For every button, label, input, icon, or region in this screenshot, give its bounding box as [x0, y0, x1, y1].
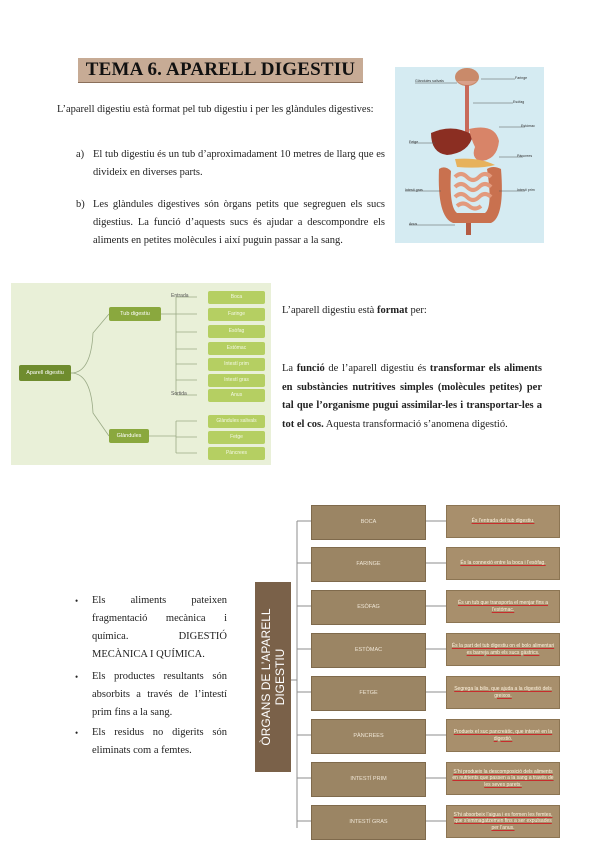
anatomy-label: Intestí prim: [517, 188, 535, 192]
organ-description: [446, 547, 560, 580]
liver-shape: [431, 128, 473, 155]
anatomy-label: Esòfag: [513, 100, 525, 104]
format-text-bold: format: [376, 305, 408, 316]
list-item-text: El tub digestiu és un tub d’aproximadament 10 metres de llarg que es divideix en diverses parts.: [93, 149, 385, 178]
function-paragraph: [282, 360, 542, 434]
bullet-item: [75, 668, 227, 722]
mindmap-leaf: Pàncrees: [208, 447, 265, 460]
intro-text: L’aparell digestiu està format pel tub digestiu i per les glàndules digestives:: [57, 104, 374, 115]
rectum-shape: [466, 223, 471, 235]
bullet-item: [75, 724, 227, 760]
organ-description: [446, 590, 560, 623]
list-item: [76, 196, 385, 250]
organ-description: [446, 762, 560, 795]
bullet-text: Els residus no digerits són eliminats com a femtes.: [92, 727, 227, 756]
format-text-pre: L’aparell digestiu està: [282, 305, 377, 316]
mindmap-root: Aparell digestiu: [19, 365, 71, 381]
organ-box: FARINGE: [311, 547, 426, 582]
bullet-dot: •: [75, 596, 79, 606]
mindmap-diagram: [11, 283, 271, 465]
mindmap-leaf: Boca: [208, 291, 265, 304]
anatomy-label: Intestí gras: [405, 188, 423, 192]
organ-description-text: És la part del tub digestiu on el bolo alimentari es barreja amb els sucs gàstrics.: [451, 643, 555, 656]
organs-title-box: [255, 582, 291, 772]
anatomy-label: Faringe: [515, 76, 528, 80]
mindmap-label-entrada: Entrada: [171, 293, 189, 299]
organ-box: ESÒFAG: [311, 590, 426, 625]
mindmap-leaf: Anus: [208, 389, 265, 402]
bullet-dot: •: [75, 728, 79, 738]
list-item-text: Les glàndules digestives són òrgans petits que segreguen els sucs digestius. La funció d’aquests sucs és ajudar a descompondre els aliments en petites molècules i així puguin passar a la sang.: [93, 199, 385, 246]
bullet-dot: •: [75, 672, 79, 682]
mindmap-leaf: Faringe: [208, 308, 265, 321]
large-intestine-shape: [439, 167, 502, 223]
organ-description-text: S’hi produeix la descomposició dels aliments en nutrients que passen a la sang a través de les seves parets.: [452, 768, 554, 788]
bullet-item: [75, 592, 227, 664]
function-text-3: Aquesta transformació s’anomena digestió.: [323, 418, 508, 430]
esophagus-shape: [465, 85, 469, 133]
function-bold-2: transformar els aliments en substàncies nutritives simples (molècules petites) per tal que l’organisme pugui assimilar-les i transportar-les a tot el cos.: [282, 363, 542, 430]
bullet-text: Els aliments pateixen fragmentació mecànica i química. DIGESTIÓ MECÀNICA I QUÍMICA.: [92, 595, 227, 660]
organs-title: ÒRGANS DE L’APARELL DIGESTIU: [259, 608, 287, 746]
organ-box: PÀNCREES: [311, 719, 426, 754]
function-text-1: La: [282, 363, 297, 374]
mindmap-label-sortida: Sortida: [171, 391, 187, 397]
organ-description: [446, 676, 560, 709]
format-text: [282, 305, 427, 316]
organ-box: FETGE: [311, 676, 426, 711]
organ-description-text: És l’entrada del tub digestiu.: [471, 518, 535, 525]
mindmap-leaf: Intestí gras: [208, 374, 265, 387]
list-marker: a): [76, 149, 85, 160]
mindmap-node-glands: Glàndules: [109, 429, 149, 443]
organ-box: BOCA: [311, 505, 426, 540]
mouth-shape: [457, 81, 477, 85]
mindmap-leaf: Fetge: [208, 431, 265, 444]
organ-description: [446, 805, 560, 838]
digestive-system-illustration: [395, 67, 544, 243]
anatomy-label: Glàndules salivals: [415, 79, 444, 83]
anatomy-label: Estómac: [521, 124, 535, 128]
anatomy-label: Fetge: [409, 140, 419, 144]
organ-description-text: S’hi absorbeix l’aigua i es formen les femtes, que s’emmagatzemen fins a ser expulsades per l’anus.: [453, 811, 553, 831]
page-title: TEMA 6. APARELL DIGESTIU: [78, 58, 363, 83]
mindmap-leaf: Esòfag: [208, 325, 265, 338]
organ-box: INTESTÍ PRIM: [311, 762, 426, 797]
bullet-text: Els productes resultants són absorbits a través de l’intestí prim fins a la sang.: [92, 671, 227, 718]
list-item: [76, 146, 385, 182]
pancreas-shape: [455, 159, 495, 168]
function-bold-1: funció: [296, 363, 325, 374]
organ-box: ESTÒMAC: [311, 633, 426, 668]
organ-description: [446, 633, 560, 666]
organ-description-text: Segrega la bilis, que ajuda a la digestió dels greixos.: [454, 686, 552, 699]
stomach-shape: [469, 128, 499, 162]
mindmap-leaf: Intestí prim: [208, 358, 265, 371]
organ-description-text: És la connexió entre la boca i l’esòfag.: [460, 560, 546, 567]
function-text-2: de l’aparell digestiu és: [324, 363, 430, 374]
organ-description-text: És un tub que transporta el menjar fins a l’estómac.: [457, 600, 549, 613]
format-text-post: per:: [407, 305, 427, 316]
mindmap-leaf: Glàndules salivals: [208, 415, 265, 428]
mindmap-node-tube: Tub digestiu: [109, 307, 161, 321]
organ-description: [446, 719, 560, 752]
list-marker: b): [76, 199, 85, 210]
mindmap-leaf: Estómac: [208, 342, 265, 355]
anatomy-label: Pàncrees: [517, 154, 533, 158]
organ-description-text: Produeix el suc pancreàtic, que intervé en la digestió.: [453, 729, 553, 742]
organ-description: [446, 505, 560, 538]
organ-box: INTESTÍ GRAS: [311, 805, 426, 840]
anatomy-label: Anus: [409, 222, 418, 226]
small-intestine-shape: [455, 174, 491, 209]
